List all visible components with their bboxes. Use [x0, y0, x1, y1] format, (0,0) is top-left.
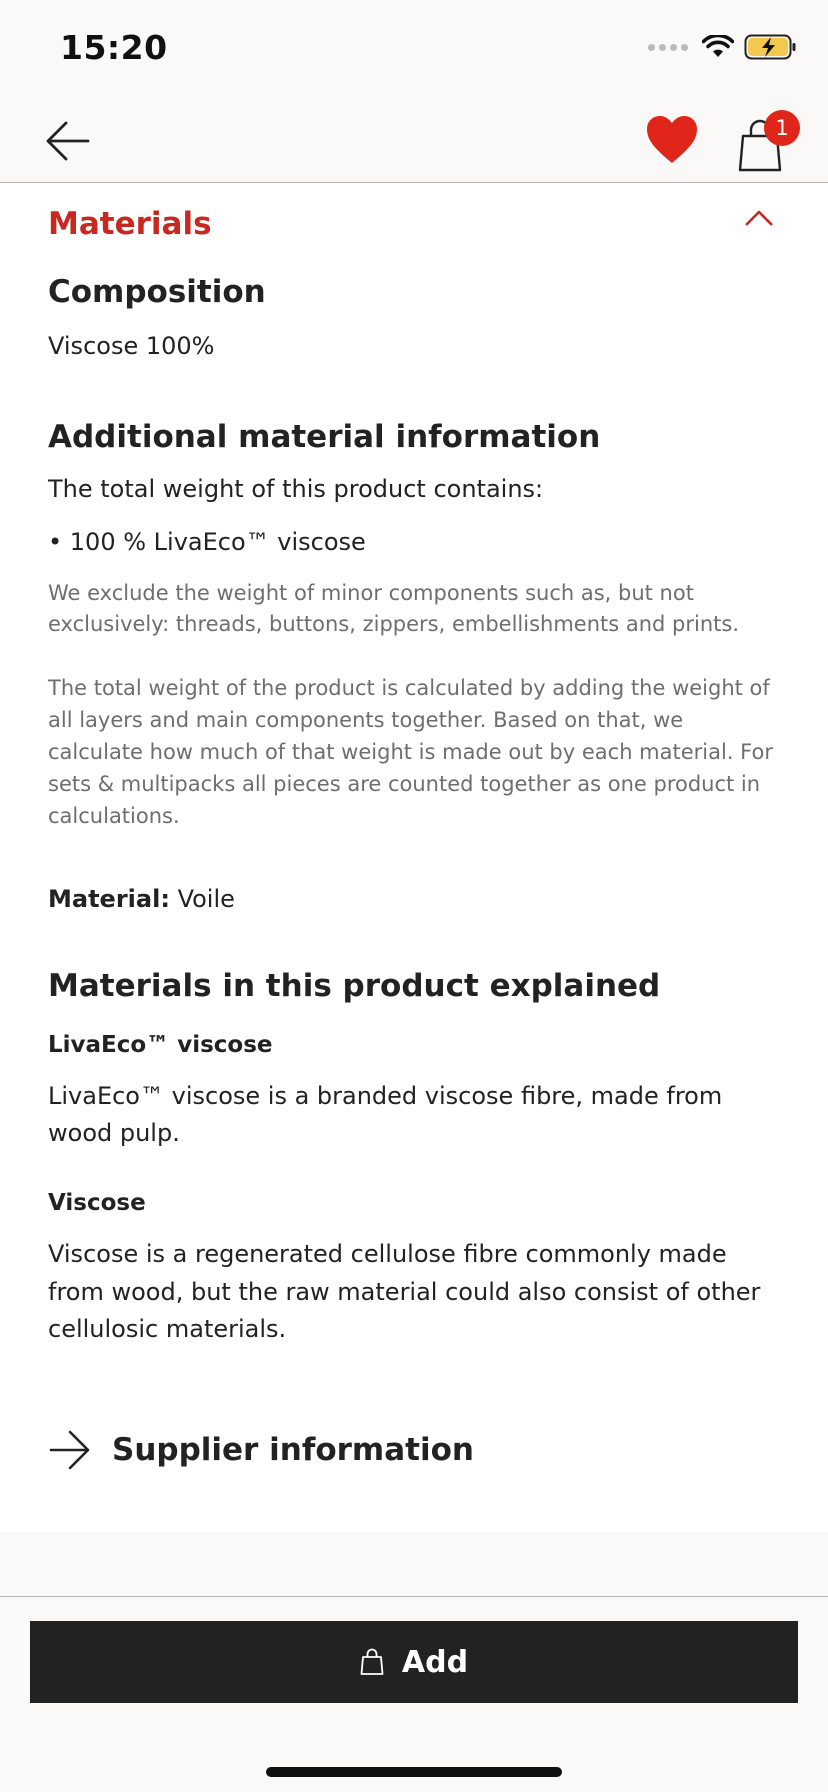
supplier-information-link[interactable] — [48, 1420, 474, 1480]
status-bar — [0, 0, 828, 100]
cellular-signal-icon — [648, 44, 688, 51]
wifi-icon — [702, 35, 734, 59]
materials-section-header[interactable] — [48, 184, 780, 264]
materials-panel — [0, 184, 828, 1532]
status-icons — [648, 34, 798, 60]
material-value: Voile — [177, 884, 235, 913]
bottom-bar — [0, 1596, 828, 1792]
shopping-bag-button[interactable] — [736, 110, 796, 172]
chevron-up-icon[interactable] — [742, 206, 776, 230]
composition-value: Viscose 100% — [48, 332, 215, 360]
additional-info-intro: The total weight of this product contains: — [48, 475, 544, 504]
battery-charging-icon — [744, 34, 798, 60]
material-description-viscose: Viscose is a regenerated cellulose fibre commonly made from wood, but the raw material could also consist of other cellulosic materials. — [48, 1240, 761, 1343]
materials-explained-heading: Materials in this product explained — [48, 968, 661, 1005]
arrow-left-icon — [44, 118, 92, 164]
app-header — [0, 100, 828, 183]
favorites-button[interactable] — [644, 114, 700, 166]
supplier-information-label: Supplier information — [112, 1432, 474, 1468]
weight-note: The total weight of the product is calculated by adding the weight of all layers and main components together. Based on that, we calculate how much of that weight is made out by each material. For sets & multipacks all pieces are counted together as one product in calculations. — [48, 676, 773, 828]
bag-count-badge: 1 — [764, 110, 800, 146]
material-name-livaeco: LivaEco™ viscose — [48, 1032, 273, 1059]
material-line — [48, 881, 780, 918]
back-button[interactable] — [44, 118, 92, 164]
heart-icon — [644, 114, 700, 166]
status-time: 15:20 — [60, 28, 168, 67]
additional-info-heading: Additional material information — [48, 419, 601, 456]
add-to-bag-button[interactable] — [30, 1621, 798, 1703]
arrow-right-icon — [48, 1428, 92, 1472]
material-name-viscose: Viscose — [48, 1190, 146, 1217]
add-button-label: Add — [401, 1644, 469, 1680]
additional-info-bullet: • 100 % LivaEco™ viscose — [48, 528, 366, 557]
material-description-livaeco: LivaEco™ viscose is a branded viscose fibre, made from wood pulp. — [48, 1082, 723, 1148]
exclude-note: We exclude the weight of minor components such as, but not exclusively: threads, buttons, zippers, embellishments and prints. — [48, 580, 740, 637]
shopping-bag-icon — [360, 1648, 384, 1676]
material-label: Material: — [48, 884, 170, 913]
composition-heading: Composition — [48, 274, 266, 310]
materials-title: Materials — [48, 206, 212, 242]
home-indicator — [266, 1767, 562, 1777]
